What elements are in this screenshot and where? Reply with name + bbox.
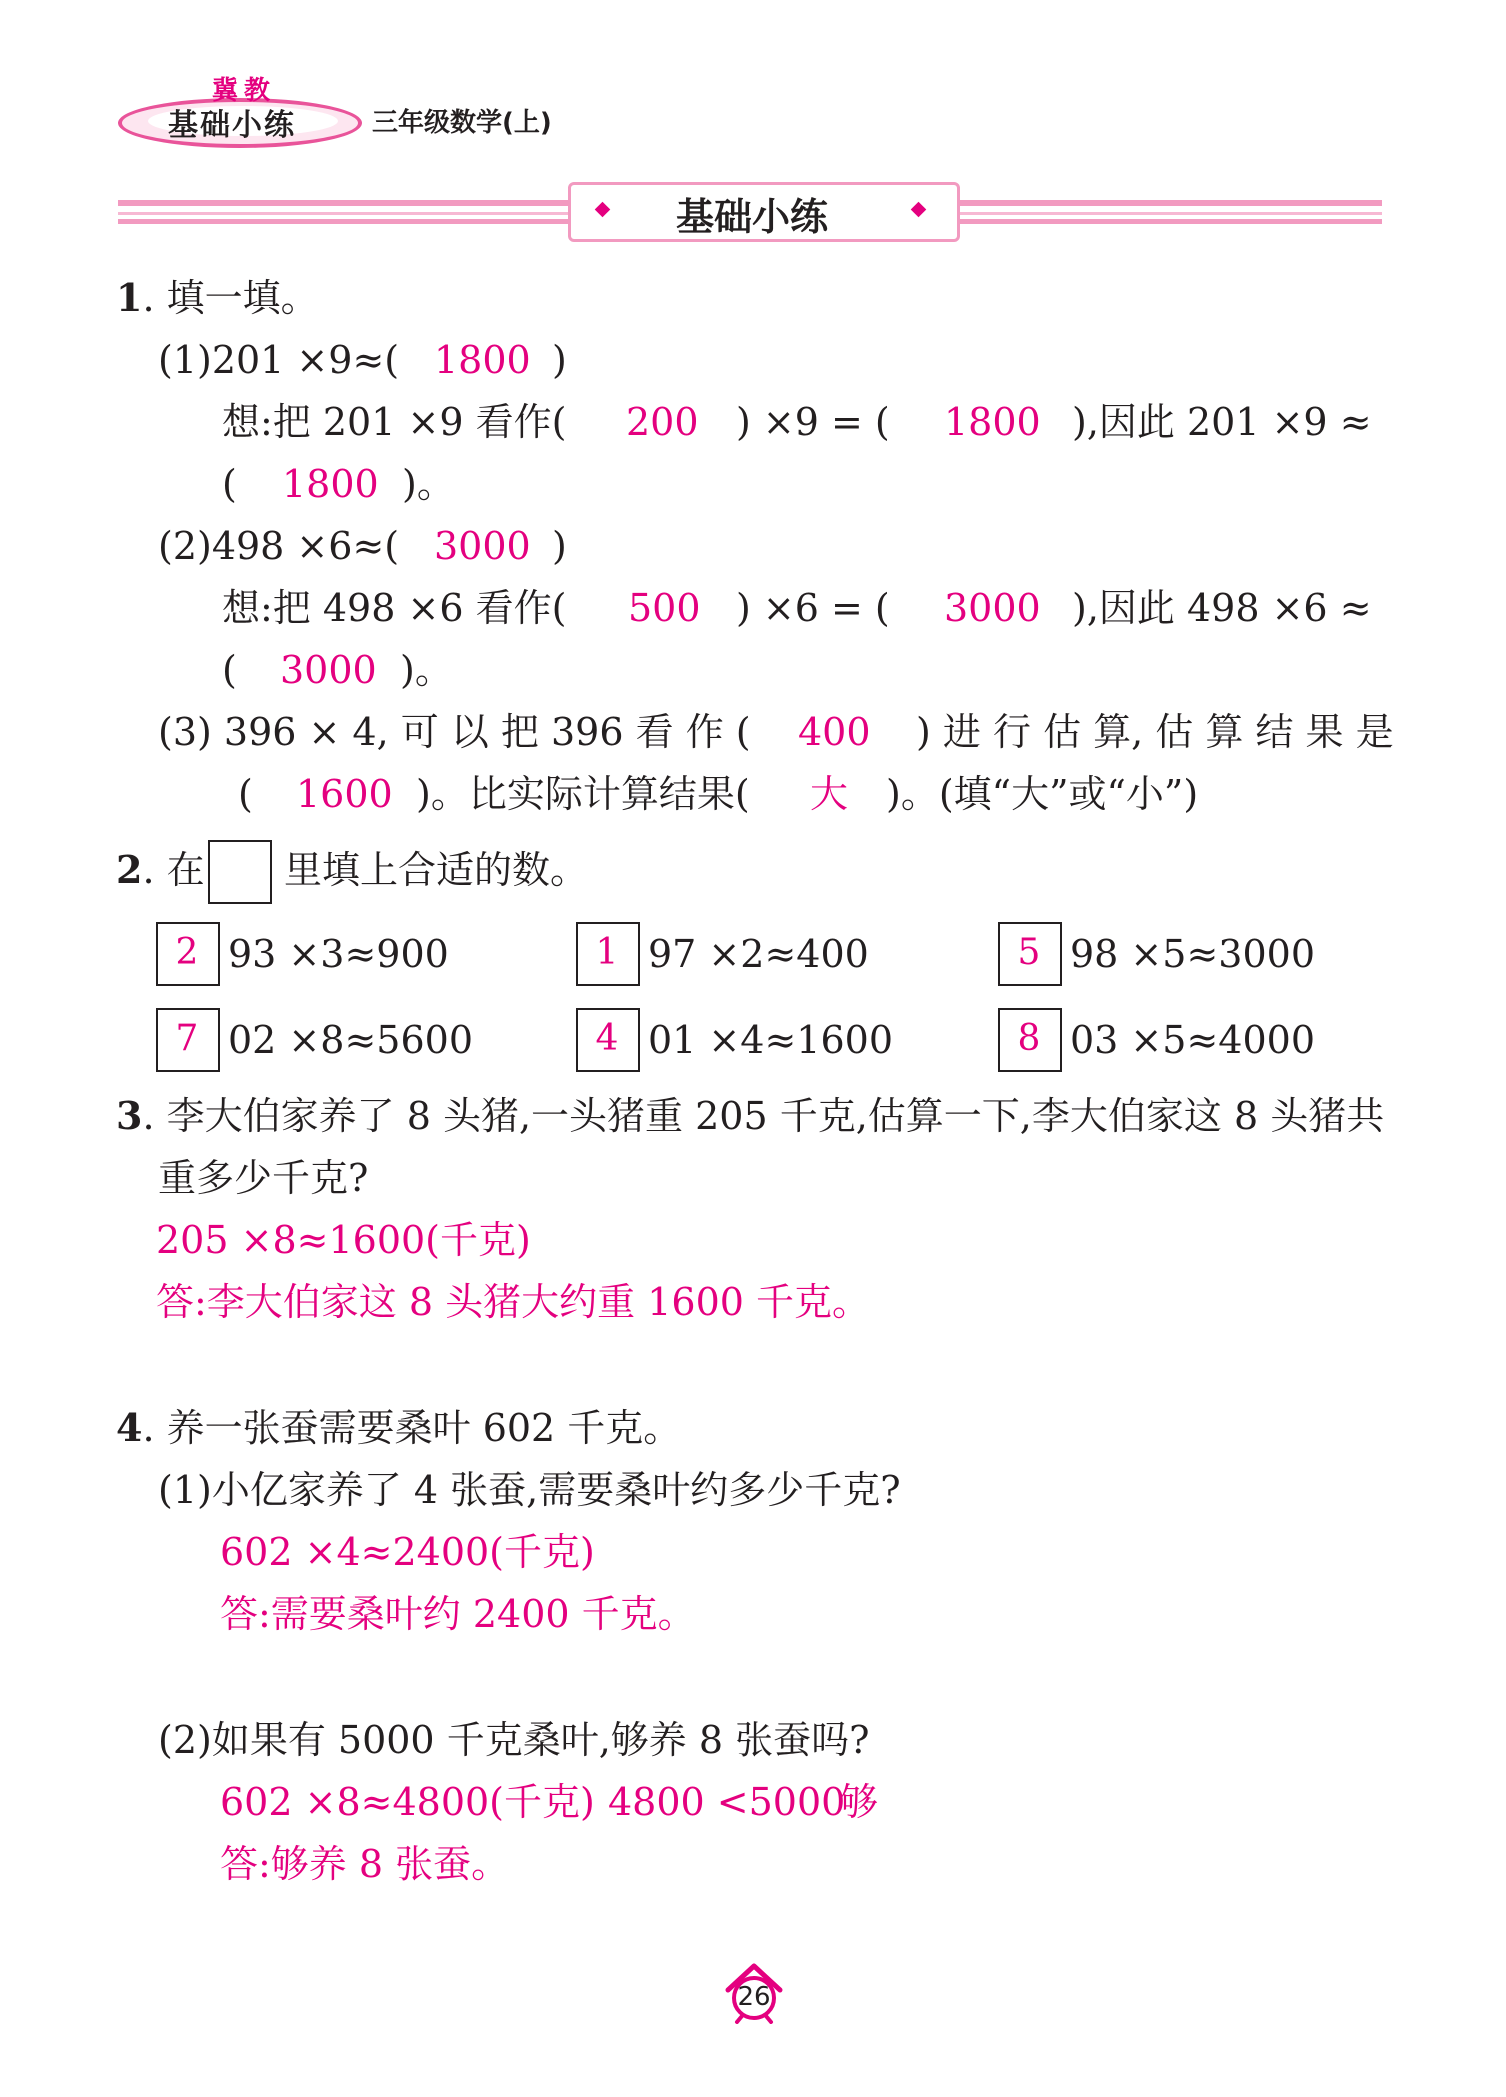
- q1-3-text-e: )。(填“大”或“小”): [886, 772, 1199, 816]
- q2-number: 2: [116, 847, 143, 892]
- q1-1-suffix: ): [552, 338, 567, 382]
- q1-3-answer-a: 400: [798, 710, 871, 754]
- q2-digit-3: 5: [1017, 932, 1041, 973]
- q1-1-answer-b: 1800: [944, 400, 1041, 444]
- q4-1-answer: 答:需要桑叶约 2400 千克。: [220, 1592, 696, 1636]
- q1-2-suffix: ): [552, 524, 567, 568]
- q2-digit-1: 2: [175, 932, 199, 973]
- q1-2-answer-b: 3000: [944, 586, 1041, 630]
- q1-3-text-c: (: [238, 772, 253, 816]
- q1-2-line3-close: )。: [400, 648, 453, 692]
- q2-expr-3: 98 ×5≈3000: [1070, 932, 1315, 976]
- q1-2-line3-open: (: [222, 648, 237, 692]
- q4-2-answer: 答:够养 8 张蚕。: [220, 1842, 510, 1886]
- section-title: 基础小练: [676, 195, 829, 239]
- q4-2-verdict: 够: [840, 1780, 879, 1824]
- q4-number: 4: [116, 1405, 143, 1450]
- q2-digit-6: 8: [1017, 1018, 1041, 1059]
- q1-2-think-c: ),因此 498 ×6 ≈: [1072, 586, 1372, 630]
- q3-answer: 答:李大伯家这 8 头猪大约重 1600 千克。: [156, 1280, 871, 1324]
- q4-1-calc: 602 ×4≈2400(千克): [220, 1530, 595, 1574]
- q1-title: [116, 272, 319, 324]
- page-number: 26: [737, 1982, 771, 2012]
- q2-expr-2: 97 ×2≈400: [648, 932, 869, 976]
- q1-3-text-a: (3) 396 × 4, 可 以 把 396 看 作 (: [158, 710, 751, 754]
- q4-2-compare: 4800 <5000: [608, 1780, 846, 1824]
- q3-line2: 重多少千克?: [158, 1156, 369, 1200]
- q1-number: 1: [116, 275, 143, 320]
- q2-digit-5: 4: [595, 1018, 619, 1059]
- q2-expr-6: 03 ×5≈4000: [1070, 1018, 1315, 1062]
- q1-2-think-a: 想:把 498 ×6 看作(: [222, 586, 567, 630]
- q1-1-answer: 1800: [434, 338, 531, 382]
- q2-title-a-text: . 在: [142, 848, 205, 892]
- q1-2-answer: 3000: [434, 524, 531, 568]
- q1-1-think-a: 想:把 201 ×9 看作(: [222, 400, 567, 444]
- q4-1-question: (1)小亿家养了 4 张蚕,需要桑叶约多少千克?: [158, 1468, 901, 1512]
- q1-2-answer-a: 500: [628, 586, 701, 630]
- q1-1-answer-a: 200: [626, 400, 699, 444]
- q4-2-question: (2)如果有 5000 千克桑叶,够养 8 张蚕吗?: [158, 1718, 870, 1762]
- q1-1-think-b: ) ×9 = (: [736, 400, 890, 444]
- q3-line1: [116, 1090, 1384, 1142]
- q2-digit-4: 7: [175, 1018, 199, 1059]
- q2-title-a: [116, 844, 205, 896]
- q1-1-line3-open: (: [222, 462, 237, 506]
- q4-title-text: . 养一张蚕需要桑叶 602 千克。: [142, 1406, 682, 1450]
- q2-expr-1: 93 ×3≈900: [228, 932, 449, 976]
- q1-1-prefix: (1)201 ×9≈(: [158, 338, 400, 382]
- q1-3-answer-b: 1600: [296, 772, 393, 816]
- q2-expr-5: 01 ×4≈1600: [648, 1018, 893, 1062]
- answer-box-example: [208, 840, 272, 904]
- q2-expr-4: 02 ×8≈5600: [228, 1018, 473, 1062]
- logo-main-text: 基础小练: [168, 108, 296, 143]
- q4-title: [116, 1402, 681, 1454]
- q1-3-answer-c: 大: [810, 772, 849, 816]
- q3-line1-text: . 李大伯家养了 8 头猪,一头猪重 205 千克,估算一下,李大伯家这 8 头猪共: [142, 1094, 1385, 1138]
- header-subtitle: 三年级数学(上): [372, 108, 552, 138]
- q2-digit-2: 1: [595, 932, 619, 973]
- q1-2-prefix: (2)498 ×6≈(: [158, 524, 400, 568]
- q1-3-text-b: ) 进 行 估 算, 估 算 结 果 是: [916, 710, 1394, 754]
- q1-2-answer-c: 3000: [280, 648, 377, 692]
- q1-title-text: . 填一填。: [142, 276, 319, 320]
- q3-calc: 205 ×8≈1600(千克): [156, 1218, 531, 1262]
- q1-2-think-b: ) ×6 = (: [736, 586, 890, 630]
- q1-3-text-d: )。比实际计算结果(: [416, 772, 750, 816]
- logo-top-text: 冀教: [212, 76, 277, 106]
- q3-number: 3: [116, 1093, 143, 1138]
- q2-title-b: 里填上合适的数。: [284, 848, 589, 892]
- q4-2-calc: 602 ×8≈4800(千克): [220, 1780, 595, 1824]
- q1-1-line3-close: )。: [402, 462, 455, 506]
- q1-1-think-c: ),因此 201 ×9 ≈: [1072, 400, 1372, 444]
- q1-1-answer-c: 1800: [282, 462, 379, 506]
